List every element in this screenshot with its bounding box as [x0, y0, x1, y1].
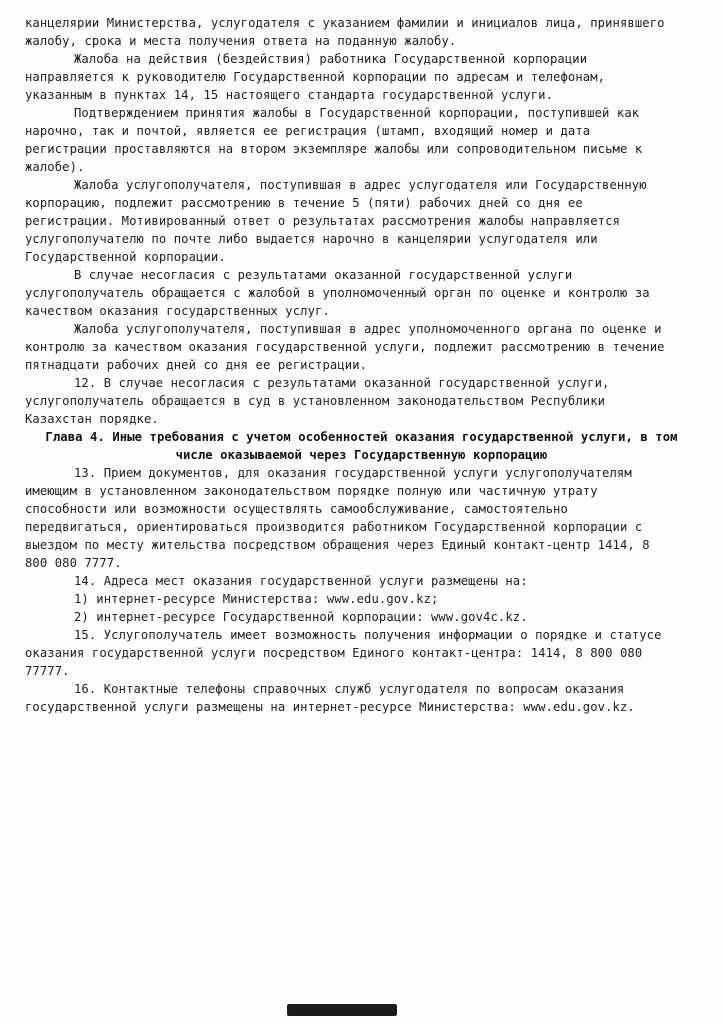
- text-line: выездом по месту жительства посредством обращения через Единый контакт-центр 1414, 8: [25, 538, 650, 552]
- text-line: Жалоба услугополучателя, поступившая в адрес услугодателя или Государственную: [74, 178, 647, 192]
- text-line: регистрации проставляются на втором экземпляре жалобы или сопроводительном письме к: [25, 142, 643, 156]
- text-line: Подтверждением принятия жалобы в Государственной корпорации, поступившей как: [74, 106, 640, 120]
- text-line: услугополучатель обращается в суд в установленном законодательством Республики: [25, 394, 606, 408]
- text-line: 1) интернет-ресурсе Министерства: www.edu.gov.kz;: [74, 592, 439, 606]
- text-line: В случае несогласия с результатами оказанной государственной услуги: [74, 268, 573, 282]
- text-line: 800 080 7777.: [25, 556, 122, 570]
- text-line: государственной услуги размещены на интернет-ресурсе Министерства: www.edu.gov.kz.: [25, 700, 635, 714]
- text-line: 16. Контактные телефоны справочных служб услугодателя по вопросам оказания: [74, 682, 625, 696]
- text-line: Государственной корпорации.: [25, 250, 226, 264]
- text-line: нарочно, так и почтой, является ее регистрация (штамп, входящий номер и дата: [25, 124, 591, 138]
- text-line: 2) интернет-ресурсе Государственной корпорации: www.gov4c.kz.: [74, 610, 528, 624]
- text-line: Казахстан порядке.: [25, 412, 159, 426]
- footer-bar: [287, 1004, 397, 1016]
- text-line: способности или возможности осуществлять самообслуживание, самостоятельно: [25, 502, 568, 516]
- text-line: канцелярии Министерства, услугодателя с указанием фамилии и инициалов лица, принявшего: [25, 16, 665, 30]
- text-line: 77777.: [25, 664, 70, 678]
- document-body: [25, 14, 698, 716]
- text-line: оказания государственной услуги посредством Единого контакт-центра: 1414, 8 800 080: [25, 646, 643, 660]
- text-line: 13. Прием документов, для оказания государственной услуги услугополучателям: [74, 466, 632, 480]
- text-line: указанным в пунктах 14, 15 настоящего стандарта государственной услуги.: [25, 88, 554, 102]
- text-line: корпорацию, подлежит рассмотрению в течение 5 (пяти) рабочих дней со дня ее: [25, 196, 583, 210]
- text-line: 14. Адреса мест оказания государственной услуги размещены на:: [74, 574, 528, 588]
- text-line: пятнадцати рабочих дней со дня ее регистрации.: [25, 358, 368, 372]
- text-line: Жалоба услугополучателя, поступившая в адрес уполномоченного органа по оценке и: [74, 322, 662, 336]
- text-line: услугополучателю по почте либо выдается нарочно в канцелярии услугодателя или: [25, 232, 598, 246]
- text-line: 12. В случае несогласия с результатами оказанной государственной услуги,: [74, 376, 610, 390]
- text-line: регистрации. Мотивированный ответ о результатах рассмотрения жалобы направляется: [25, 214, 620, 228]
- text-line: качеством оказания государственных услуг.: [25, 304, 330, 318]
- text-line: услугополучатель обращается с жалобой в уполномоченный орган по оценке и контролю за: [25, 286, 650, 300]
- text-line: контролю за качеством оказания государственной услуги, подлежит рассмотрению в течение: [25, 340, 665, 354]
- text-line: жалобе).: [25, 160, 85, 174]
- text-line: передвигаться, ориентироваться производится работником Государственной корпорации с: [25, 520, 643, 534]
- text-line: жалобу, срока и места получения ответа на поданную жалобу.: [25, 34, 457, 48]
- text-line: имеющим в установленном законодательством порядке полную или частичную утрату: [25, 484, 598, 498]
- chapter-heading-line: Глава 4. Иные требования с учетом особенностей оказания государственной услуги, в том: [45, 430, 678, 444]
- text-line: направляется к руководителю Государственной корпорации по адресам и телефонам,: [25, 70, 606, 84]
- text-line: Жалоба на действия (бездействия) работника Государственной корпорации: [74, 52, 588, 66]
- chapter-heading-line: числе оказываемой через Государственную корпорацию: [175, 448, 548, 462]
- text-line: 15. Услугополучатель имеет возможность получения информации о порядке и статусе: [74, 628, 662, 642]
